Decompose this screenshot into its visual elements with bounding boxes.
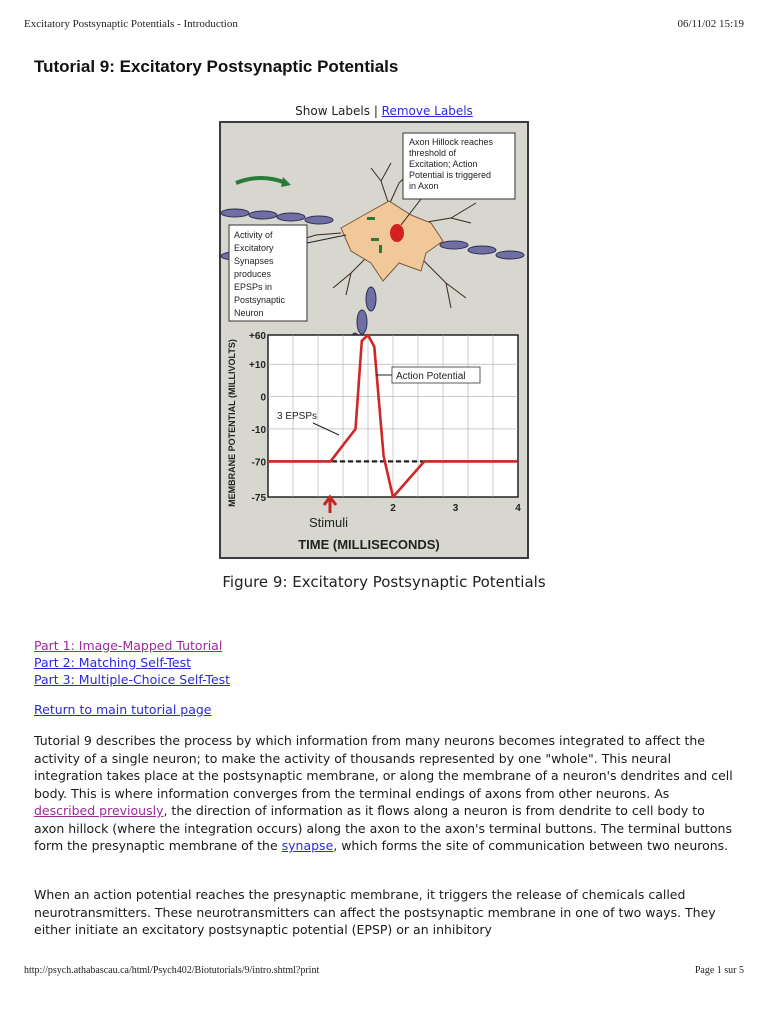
y-tick-label: -70 <box>251 457 266 469</box>
callout-left-line-1: Activity of <box>234 230 273 240</box>
y-tick-label: -75 <box>251 493 266 504</box>
callout-left-line-4: produces <box>234 269 272 279</box>
callout-left-line-6: Postsynaptic <box>234 295 286 305</box>
x-tick-label: 4 <box>515 503 521 514</box>
show-labels-text: Show Labels <box>295 104 370 118</box>
print-header-datetime: 06/11/02 15:19 <box>677 18 744 30</box>
para1-text-c: , which forms the site of communication between two neurons. <box>333 838 729 853</box>
chart <box>227 331 521 552</box>
para1-text-a: Tutorial 9 describes the process by which information from many neurons becomes integrated to affect the activity of a single neuron; to make the activity of thousands represented by one "whole". This neural integration takes place at the postsynaptic membrane, or along the membrane of a neuron's dendrites and cell body. This is where information converges from the terminal endings of axons from other neurons. As <box>34 733 733 801</box>
part1-link[interactable]: Part 1: Image-Mapped Tutorial <box>34 638 223 653</box>
label-toggle <box>0 104 768 118</box>
print-footer-url: http://psych.athabascau.ca/html/Psych402/Biotutorials/9/intro.shtml?print <box>24 965 320 976</box>
callout-top-line-1: Axon Hillock reaches <box>409 137 494 147</box>
described-previously-link[interactable]: described previously <box>34 803 164 818</box>
neuron-illustration <box>221 133 524 357</box>
second-paragraph: When an action potential reaches the presynaptic membrane, it triggers the release of chemicals called neurotransmitters. These neurotransmitters can affect the postsynaptic membrane in one of two ways. They either initiate an excitatory postsynaptic potential (EPSP) or an inhibitory <box>34 887 716 937</box>
y-axis-label: MEMBRANE POTENTIAL (MILLIVOLTS) <box>227 339 237 507</box>
intro-paragraph <box>34 732 734 855</box>
x-tick-label: 2 <box>390 503 396 514</box>
return-main-link[interactable]: Return to main tutorial page <box>34 702 212 717</box>
y-tick-label: -10 <box>251 424 266 436</box>
synapse-link[interactable]: synapse <box>281 838 334 853</box>
tutorial-links <box>34 637 230 688</box>
epsp-figure-svg <box>221 123 527 557</box>
callout-left-line-2: Excitatory <box>234 243 274 253</box>
stimuli-label: Stimuli <box>309 515 349 530</box>
page-title: Tutorial 9: Excitatory Postsynaptic Potentials <box>34 57 399 76</box>
x-axis-label: TIME (MILLISECONDS) <box>298 537 440 552</box>
figure-caption: Figure 9: Excitatory Postsynaptic Potentials <box>222 573 546 591</box>
callout-left-line-3: Synapses <box>234 256 274 266</box>
callout-left-line-5: EPSPs in <box>234 282 273 292</box>
remove-labels-link[interactable]: Remove Labels <box>381 104 473 118</box>
callout-top-line-2: threshold of <box>409 148 457 158</box>
print-header-title: Excitatory Postsynaptic Potentials - Introduction <box>24 18 238 30</box>
action-potential-label: Action Potential <box>396 371 466 382</box>
callout-top-line-5: in Axon <box>409 181 439 191</box>
para1-text-b: , the direction of information as it flows along a neuron is from dendrite to cell body to axon hillock (where the integration occurs) along the axon to the axon's terminal buttons. The terminal buttons form the presynaptic membrane of the <box>34 803 732 853</box>
label-separator: | <box>370 104 382 118</box>
y-tick-label: +10 <box>249 360 266 372</box>
y-tick-label: 0 <box>260 392 266 404</box>
epsps-label: 3 EPSPs <box>277 411 318 422</box>
part2-link[interactable]: Part 2: Matching Self-Test <box>34 655 192 670</box>
epsp-figure <box>219 121 529 559</box>
callout-top-line-4: Potential is triggered <box>409 170 492 180</box>
y-tick-label: +60 <box>249 331 266 342</box>
stimuli-arrow <box>324 497 336 513</box>
callout-left-line-7: Neuron <box>234 308 264 318</box>
x-tick-label: 3 <box>452 503 459 514</box>
part3-link[interactable]: Part 3: Multiple-Choice Self-Test <box>34 672 231 687</box>
print-footer-page: Page 1 sur 5 <box>694 965 744 976</box>
callout-top-line-3: Excitation; Action <box>409 159 478 169</box>
